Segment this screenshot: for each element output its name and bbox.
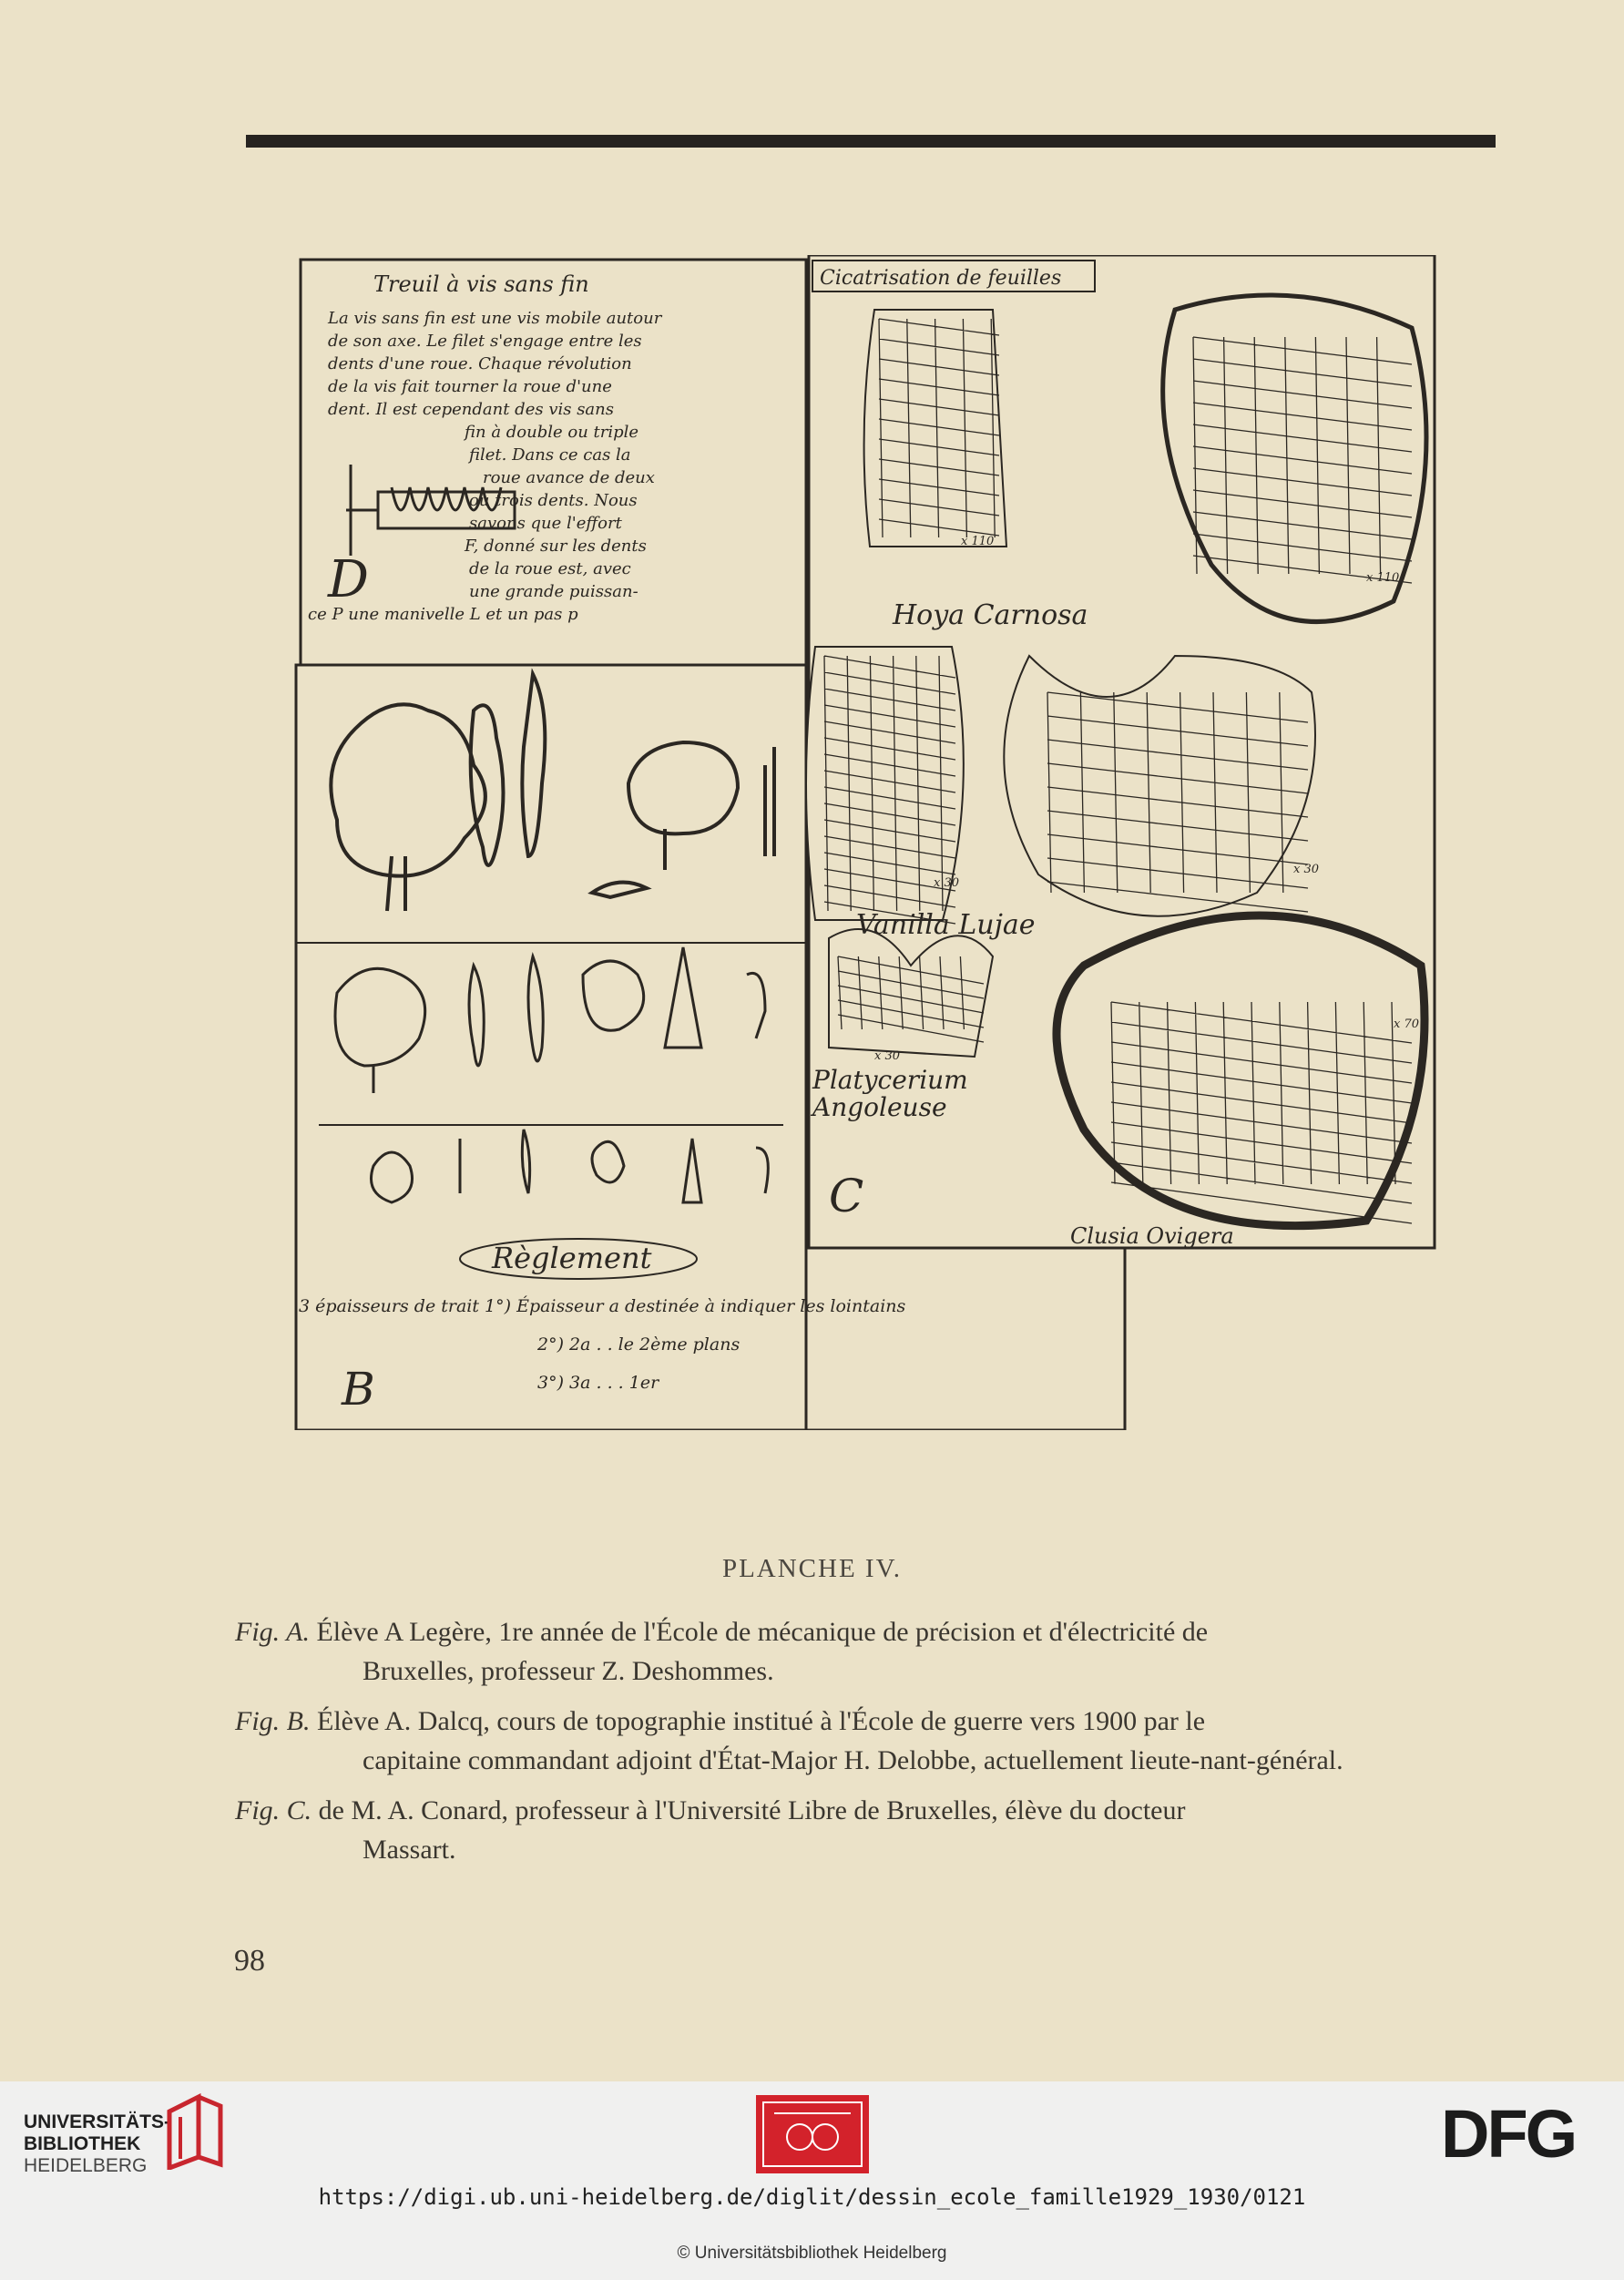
c-label-angoleuse: Angoleuse	[812, 1092, 947, 1122]
caption-label: Fig. C.	[235, 1795, 312, 1825]
fig-a-text-line: ce P une manivelle L et un pas p	[308, 605, 578, 624]
fig-a-text-line: de son axe. Le filet s'engage entre les	[328, 332, 642, 351]
plate-figure	[291, 255, 1439, 1430]
library-name-line3: HEIDELBERG	[24, 2155, 148, 2176]
library-name-line2: BIBLIOTHEK	[24, 2133, 141, 2154]
caption-continuation: capitaine commandant adjoint d'État-Major H. Delobbe, actuellement lieute-nant-général.	[363, 1745, 1343, 1775]
library-name-line1: UNIVERSITÄTS-	[24, 2111, 171, 2132]
fig-a-text-line: La vis sans fin est une vis mobile autour	[328, 309, 662, 328]
fig-c-title: Cicatrisation de feuilles	[820, 267, 1062, 290]
caption-continuation: Bruxelles, professeur Z. Deshommes.	[363, 1656, 774, 1686]
fig-a-text-line: dents d'une roue. Chaque révolution	[328, 354, 632, 373]
fig-a-letter: D	[328, 550, 369, 609]
c-scale-6: x 70	[1394, 1017, 1420, 1031]
fig-b-letter: B	[342, 1363, 375, 1416]
fig-a-text-line: de la roue est, avec	[469, 559, 631, 578]
caption-fig-b	[235, 1702, 1492, 1780]
fig-a-title: Treuil à vis sans fin	[373, 271, 589, 297]
c-label-clusia: Clusia Ovigera	[1070, 1223, 1234, 1249]
fig-b-rows	[299, 1295, 906, 1393]
caption-continuation: Massart.	[363, 1835, 456, 1865]
fig-b-title: Règlement	[492, 1241, 652, 1275]
episteme-logo-icon	[756, 2095, 869, 2173]
caption-label: Fig. A.	[235, 1617, 310, 1647]
fig-b-row: 3°) 3a . . . 1er	[537, 1373, 659, 1393]
c-scale-5: x 30	[874, 1049, 901, 1063]
c-scale-3: x 30	[934, 876, 960, 890]
figure-captions	[235, 1612, 1492, 1880]
fig-b-row: 2°) 2a . . le 2ème plans	[537, 1334, 741, 1355]
dfg-logo[interactable]: DFG	[1441, 2096, 1576, 2172]
fig-a-text-line: roue avance de deux	[483, 468, 655, 487]
fig-a-text-line: F, donné sur les dents	[465, 537, 647, 556]
fig-a-text-line: dent. Il est cependant des vis sans	[328, 400, 614, 419]
copyright-notice: © Universitätsbibliothek Heidelberg	[677, 2244, 947, 2263]
top-rule	[246, 135, 1496, 148]
fig-a-text-line: une grande puissan-	[469, 582, 638, 601]
c-scale-2: x 110	[1366, 571, 1400, 585]
fig-a-text-line: fin à double ou triple	[465, 423, 639, 442]
c-scale-1: x 110	[961, 535, 995, 548]
tree-sketches-large	[331, 674, 774, 911]
fig-a-text-line: savons que l'effort	[469, 514, 622, 533]
c-scale-4: x 30	[1293, 863, 1320, 876]
reglement-title-group	[460, 1239, 697, 1279]
caption-text: Élève A. Dalcq, cours de topographie institué à l'École de guerre vers 1900 par le	[317, 1706, 1206, 1736]
fig-b-row: 3 épaisseurs de trait 1°) Épaisseur a destinée à indiquer les lointains	[299, 1296, 906, 1316]
caption-fig-c	[235, 1791, 1492, 1869]
fig-a-text-line: filet. Dans ce cas la	[469, 445, 631, 465]
plate-drawing	[291, 255, 1439, 1430]
c-label-vanilla: Vanilla Lujae	[856, 909, 1036, 941]
fig-a-text-line: de la vis fait tourner la roue d'une	[328, 377, 612, 396]
caption-label: Fig. B.	[235, 1706, 311, 1736]
tree-sketches-medium	[335, 947, 765, 1093]
permalink-url[interactable]: https://digi.ub.uni-heidelberg.de/diglit/dessin_ecole_famille1929_1930/0121	[318, 2184, 1306, 2210]
caption-text: de M. A. Conard, professeur à l'Université Libre de Bruxelles, élève du docteur	[318, 1795, 1186, 1825]
library-logo-icon[interactable]	[162, 2093, 226, 2170]
plate-caption-title: PLANCHE IV.	[721, 1554, 903, 1583]
caption-text: Élève A Legère, 1re année de l'École de mécanique de précision et d'électricité de	[316, 1617, 1209, 1647]
episteme-logo[interactable]	[756, 2095, 869, 2173]
fig-c-letter: C	[829, 1170, 864, 1222]
fig-a-text-line: ou trois dents. Nous	[469, 491, 638, 510]
page-number: 98	[234, 1944, 265, 1978]
library-logo-text[interactable]	[24, 2111, 170, 2177]
caption-fig-a	[235, 1612, 1492, 1691]
c-label-hoya: Hoya Carnosa	[893, 599, 1088, 631]
c-label-platycerium: Platycerium	[812, 1065, 968, 1095]
tree-sketches-small	[372, 1130, 769, 1202]
